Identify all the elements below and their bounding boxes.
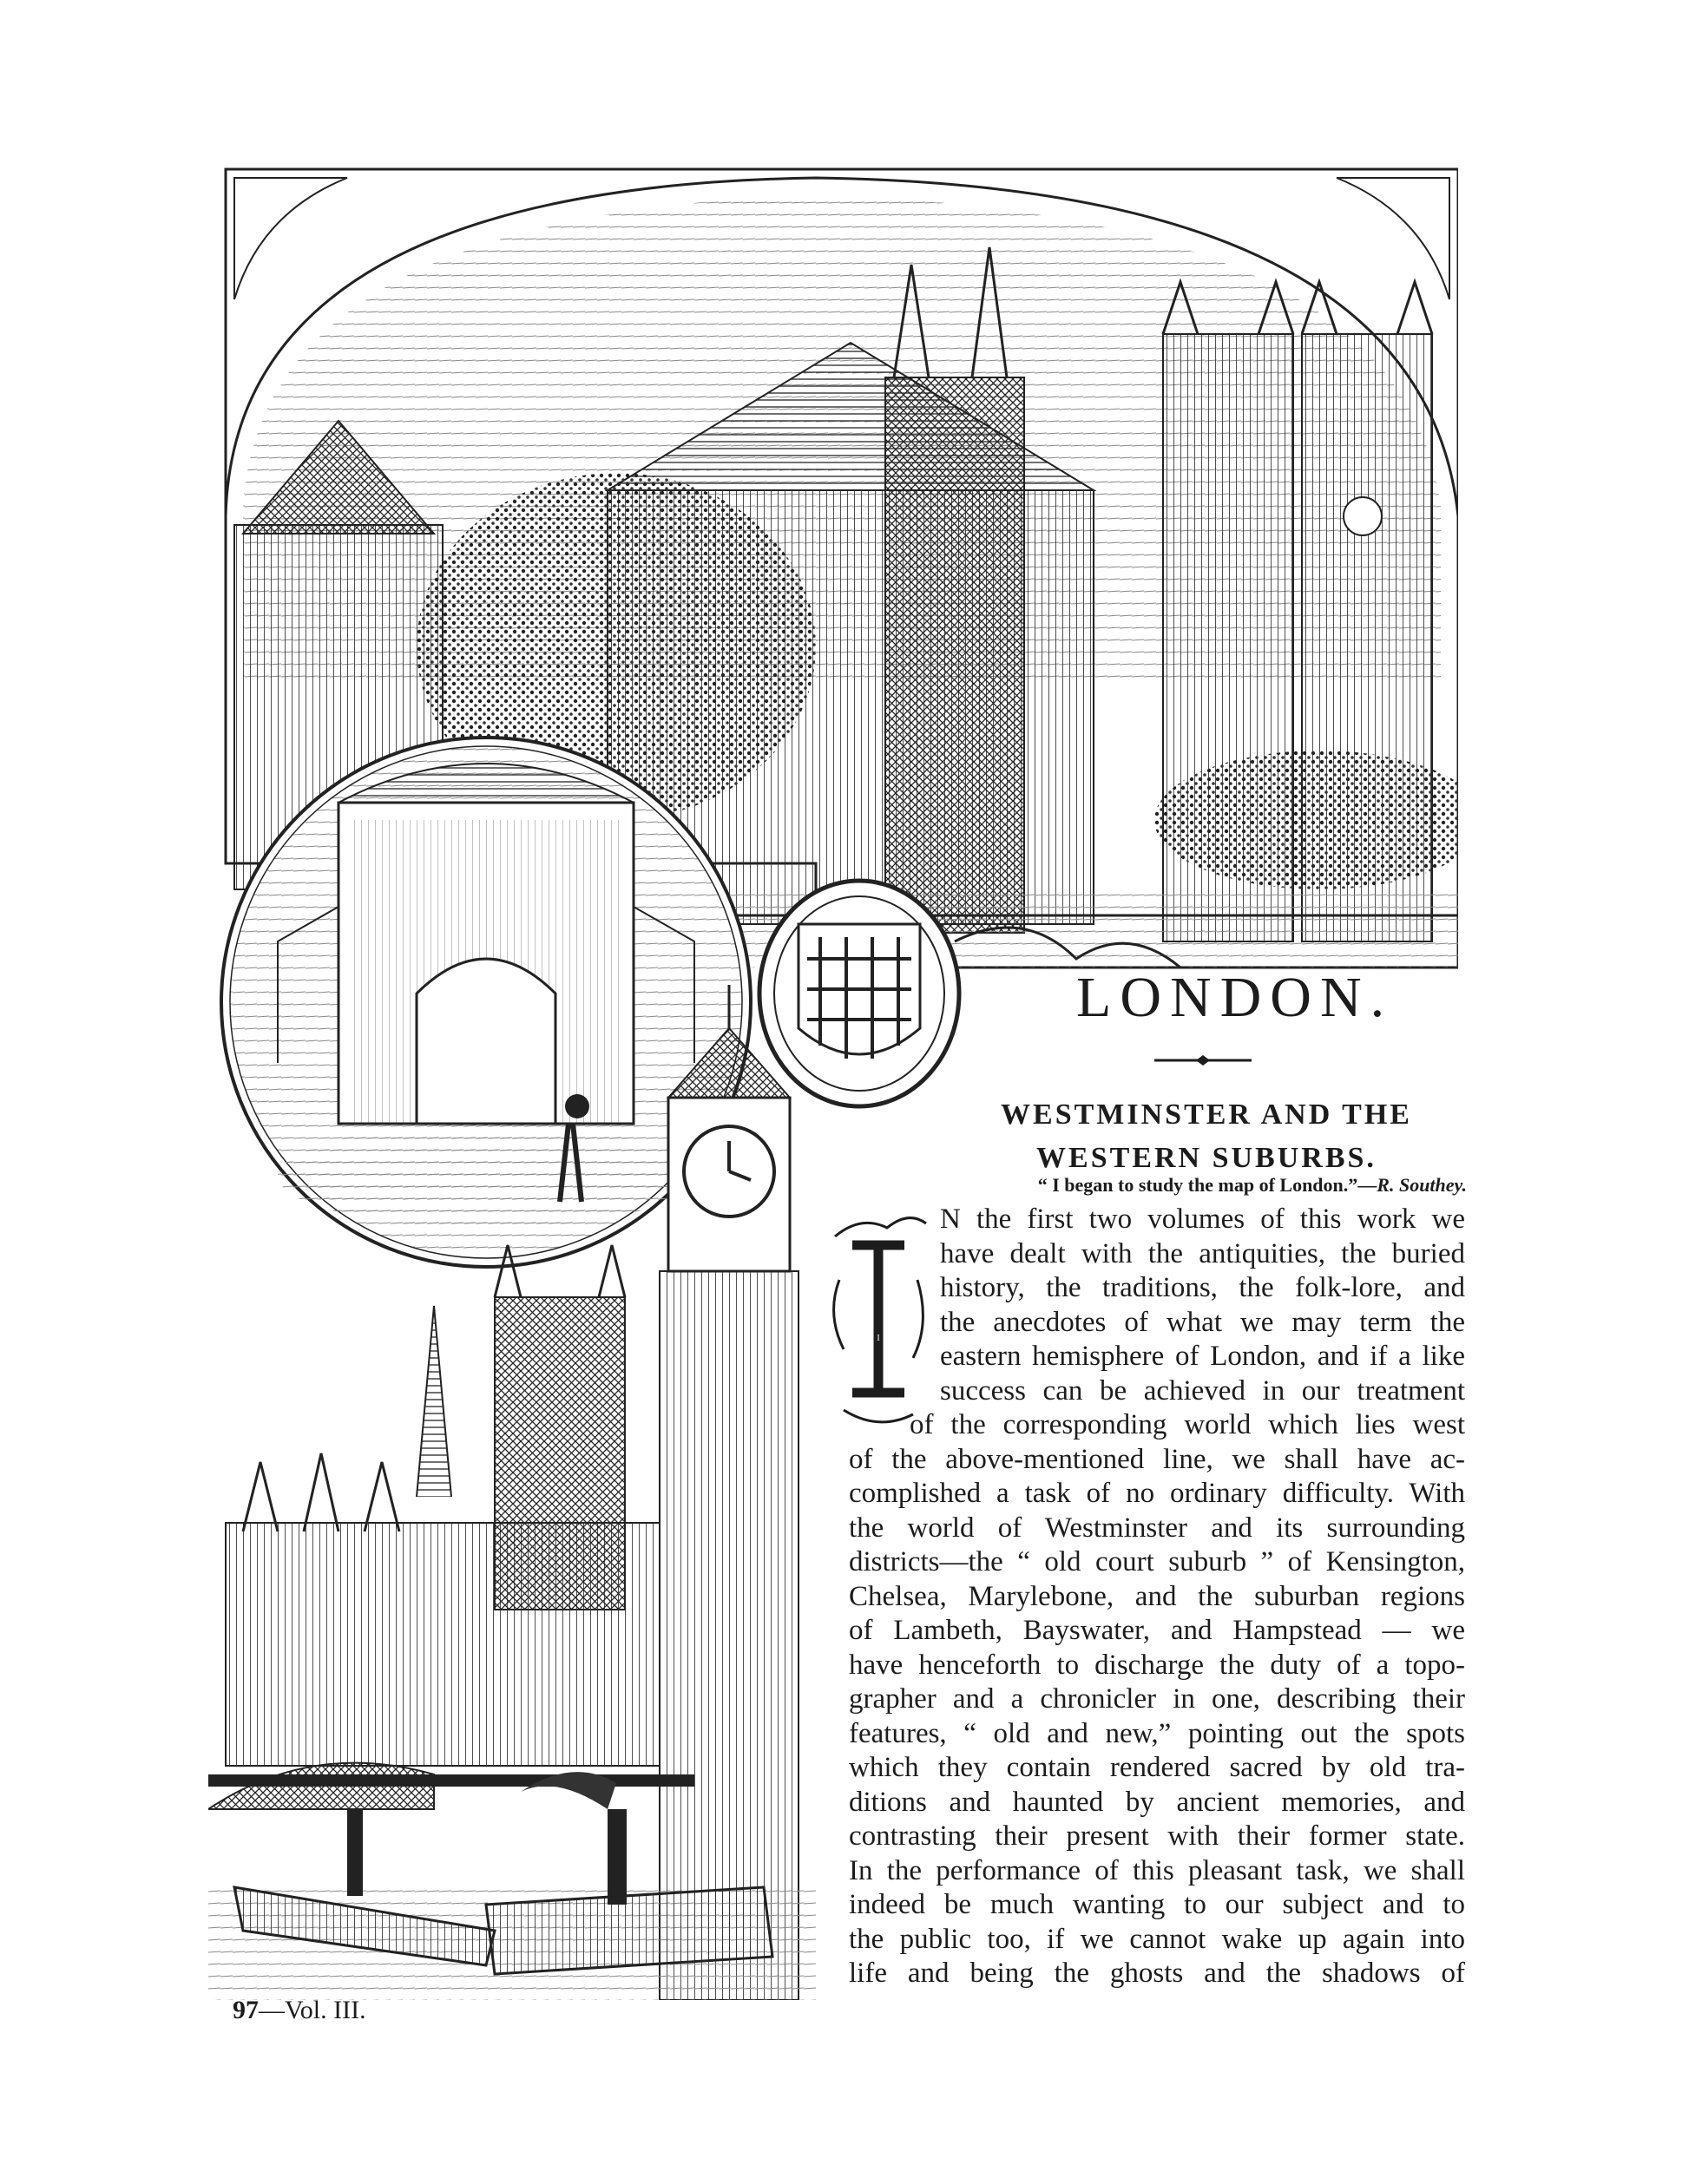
chapter-subtitle: WESTMINSTER AND THE WESTERN SUBURBS. xyxy=(1001,1099,1412,1174)
article-body xyxy=(849,1203,1465,1991)
article-line: In the performance of this pleasant task, we shall xyxy=(849,1854,1465,1886)
article-line: features, “ old and new,” pointing out the spots xyxy=(849,1717,1465,1749)
page-footer xyxy=(233,1996,366,2025)
article-line: of the corresponding world which lies west xyxy=(910,1409,1465,1440)
epigraph-quote: “ I began to study the map of London.”— xyxy=(1037,1174,1377,1196)
title-ornament-rule xyxy=(1154,1054,1252,1066)
article-line: the public too, if we cannot wake up again into xyxy=(849,1923,1465,1955)
article-line: of the above-mentioned line, we shall have ac- xyxy=(849,1443,1465,1475)
article-line: the world of Westminster and its surrounding xyxy=(849,1512,1465,1544)
article-line: contrasting their present with their former state. xyxy=(849,1820,1465,1852)
article-line: complished a task of no ordinary difficulty. With xyxy=(849,1478,1465,1509)
page-number: 97 xyxy=(233,1996,259,2024)
article-line: N the first two volumes of this work we xyxy=(940,1203,1465,1235)
article-line: districts—the “ old court suburb ” of Kensington, xyxy=(849,1546,1465,1577)
article-line: of Lambeth, Bayswater, and Hampstead — we xyxy=(849,1615,1465,1646)
epigraph-attribution: R. Southey. xyxy=(1377,1174,1467,1196)
article-line: the anecdotes of what we may term the xyxy=(940,1306,1465,1338)
article-line: which they contain rendered sacred by old tra- xyxy=(849,1752,1465,1783)
article-line: have henceforth to discharge the duty of a topo- xyxy=(849,1649,1465,1681)
page-title: LONDON. xyxy=(1076,966,1394,1029)
article-line: grapher and a chronicler in one, describing their xyxy=(849,1683,1465,1715)
epigraph xyxy=(920,1174,1467,1197)
dropcap-letter: I xyxy=(877,1334,880,1343)
volume-label: —Vol. III. xyxy=(259,1996,366,2024)
article-line: indeed be much wanting to our subject and to xyxy=(849,1889,1465,1920)
clock-tower xyxy=(660,985,798,2000)
article-line: history, the traditions, the folk-lore, and xyxy=(940,1272,1465,1303)
article-line: life and being the ghosts and the shadows of xyxy=(849,1958,1465,1989)
article-line: success can be achieved in our treatment xyxy=(940,1374,1465,1407)
article-line: have dealt with the antiquities, the buried xyxy=(940,1237,1465,1269)
article-line: Chelsea, Marylebone, and the suburban regions xyxy=(849,1580,1465,1612)
article-line: eastern hemisphere of London, and if a like xyxy=(940,1341,1465,1372)
article-line: ditions and haunted by ancient memories, and xyxy=(849,1786,1465,1818)
